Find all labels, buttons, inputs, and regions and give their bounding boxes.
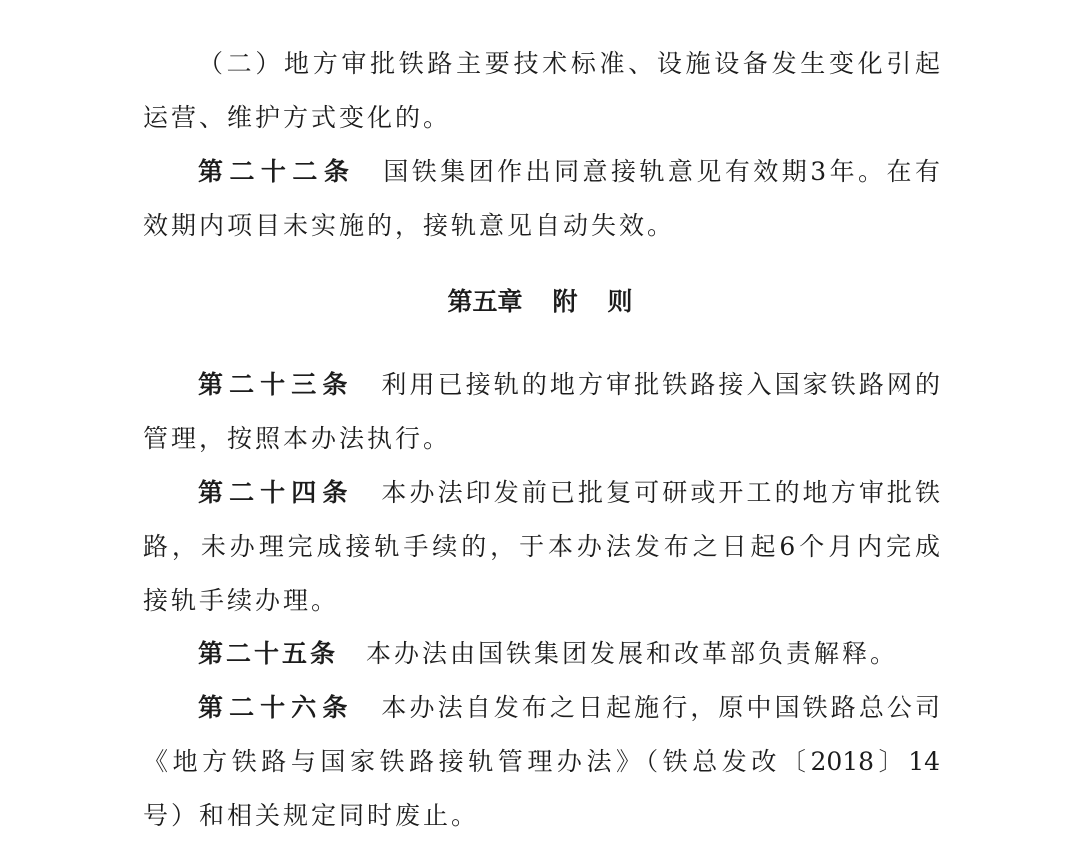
clause-2-line-2: 运营、维护方式变化的。 (143, 103, 452, 132)
article-22-label: 第二十二条 (198, 157, 356, 186)
chapter-word-1: 附 (552, 287, 578, 316)
article-22-line-1 (198, 154, 940, 190)
article-26-label: 第二十六条 (198, 693, 354, 722)
article-26-line-2: 《地方铁路与国家铁路接轨管理办法》（铁总发改〔2018〕14 (143, 747, 940, 776)
article-25-line-1 (198, 636, 940, 672)
article-26-line-3: 号）和相关规定同时废止。 (143, 801, 480, 830)
article-25-text: 本办法由国铁集团发展和改革部负责解释。 (366, 639, 899, 668)
chapter-word-2: 则 (607, 287, 633, 316)
article-23-text: 利用已接轨的地方审批铁路接入国家铁路网的 (381, 370, 940, 399)
chapter-heading (0, 284, 1080, 320)
article-25-label: 第二十五条 (198, 639, 339, 668)
article-26-text: 本办法自发布之日起施行，原中国铁路总公司 (381, 693, 940, 722)
article-23-line-2: 管理，按照本办法执行。 (143, 424, 452, 453)
article-26-line-1 (198, 690, 940, 726)
chapter-title: 第五章 (447, 287, 523, 316)
article-23-label: 第二十三条 (198, 370, 354, 399)
article-24-line-2: 路，未办理完成接轨手续的，于本办法发布之日起6个月内完成 (143, 532, 940, 561)
article-24-label: 第二十四条 (198, 478, 354, 507)
article-22-line-2: 效期内项目未实施的，接轨意见自动失效。 (143, 211, 676, 240)
article-24-line-1 (198, 475, 940, 511)
article-23-line-1 (198, 367, 940, 403)
article-22-text: 国铁集团作出同意接轨意见有效期3年。在有 (383, 157, 940, 186)
clause-2-line-1: （二）地方审批铁路主要技术标准、设施设备发生变化引起 (198, 49, 940, 78)
article-24-line-3: 接轨手续办理。 (143, 586, 340, 615)
article-24-text: 本办法印发前已批复可研或开工的地方审批铁 (381, 478, 940, 507)
